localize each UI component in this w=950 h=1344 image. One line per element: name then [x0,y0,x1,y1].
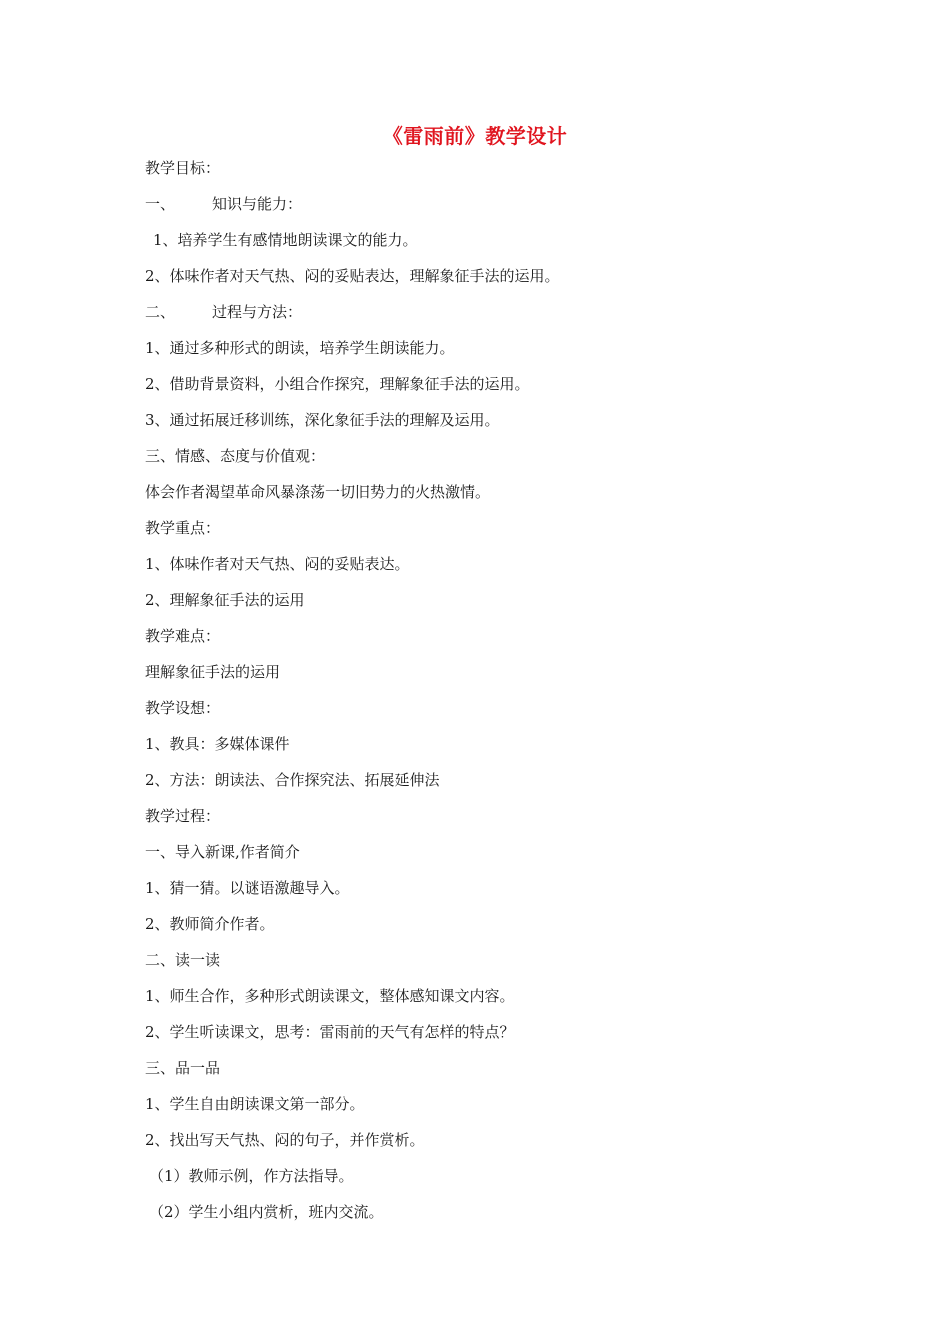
line-text: 教学目标： [145,159,221,177]
text-line [145,1050,825,1086]
text-line [145,942,825,978]
line-text: 2、理解象征手法的运用 [145,591,305,609]
line-text: 三、情感、态度与价值观： [145,447,326,465]
line-text: 3、通过拓展迁移训练，深化象征手法的理解及运用。 [145,411,500,429]
text-line [145,798,825,834]
text-line [145,366,825,402]
line-text: 教学设想： [145,699,221,717]
line-text: 教学难点： [145,627,221,645]
document-body [145,150,825,1230]
text-line [145,978,825,1014]
line-text: 教学重点： [145,519,221,537]
text-line [145,474,825,510]
document-title: 《雷雨前》教学设计 [382,124,568,148]
line-text: 理解象征手法的运用 [145,663,281,681]
text-line [145,726,825,762]
text-line [145,762,825,798]
line-text: 1、体味作者对天气热、闷的妥贴表达。 [145,555,410,573]
line-text: 1、学生自由朗读课文第一部分。 [145,1095,365,1113]
line-text: 2、学生听读课文，思考：雷雨前的天气有怎样的特点？ [145,1023,515,1041]
text-line [145,1122,825,1158]
text-line [145,906,825,942]
section-number: 一、 [145,195,176,213]
text-line [145,654,825,690]
line-text: 三、品一品 [145,1059,221,1077]
text-line [145,690,825,726]
line-text: 体会作者渴望革命风暴涤荡一切旧势力的火热激情。 [145,483,491,501]
text-line [145,402,825,438]
text-line [145,186,825,222]
text-line [145,1158,825,1194]
text-line [145,150,825,186]
line-text: 过程与方法： [212,303,303,321]
text-line [145,438,825,474]
line-text: 知识与能力： [212,195,303,213]
text-line [145,258,825,294]
line-text: 1、师生合作，多种形式朗读课文，整体感知课文内容。 [145,987,515,1005]
text-line [145,582,825,618]
line-text: （2）学生小组内赏析，班内交流。 [149,1203,384,1221]
text-line [145,294,825,330]
text-line [145,618,825,654]
text-line [145,222,825,258]
text-line [145,330,825,366]
line-text: 1、培养学生有感情地朗读课文的能力。 [153,231,418,249]
line-text: 2、教师简介作者。 [145,915,275,933]
line-text: 一、导入新课,作者简介 [145,843,300,861]
line-text: 1、猜一猜。以谜语激趣导入。 [145,879,350,897]
line-text: （1）教师示例，作方法指导。 [149,1167,354,1185]
line-text: 教学过程： [145,807,221,825]
line-text: 二、读一读 [145,951,221,969]
text-line [145,834,825,870]
line-text: 2、找出写天气热、闷的句子，并作赏析。 [145,1131,425,1149]
text-line [145,1014,825,1050]
text-line [145,870,825,906]
text-line [145,1194,825,1230]
line-text: 2、借助背景资料，小组合作探究，理解象征手法的运用。 [145,375,530,393]
line-text: 1、教具：多媒体课件 [145,735,290,753]
text-line [145,510,825,546]
section-number: 二、 [145,303,176,321]
line-text: 1、通过多种形式的朗读，培养学生朗读能力。 [145,339,455,357]
line-text: 2、方法：朗读法、合作探究法、拓展延伸法 [145,771,440,789]
text-line [145,546,825,582]
text-line [145,1086,825,1122]
line-text: 2、体味作者对天气热、闷的妥贴表达，理解象征手法的运用。 [145,267,560,285]
